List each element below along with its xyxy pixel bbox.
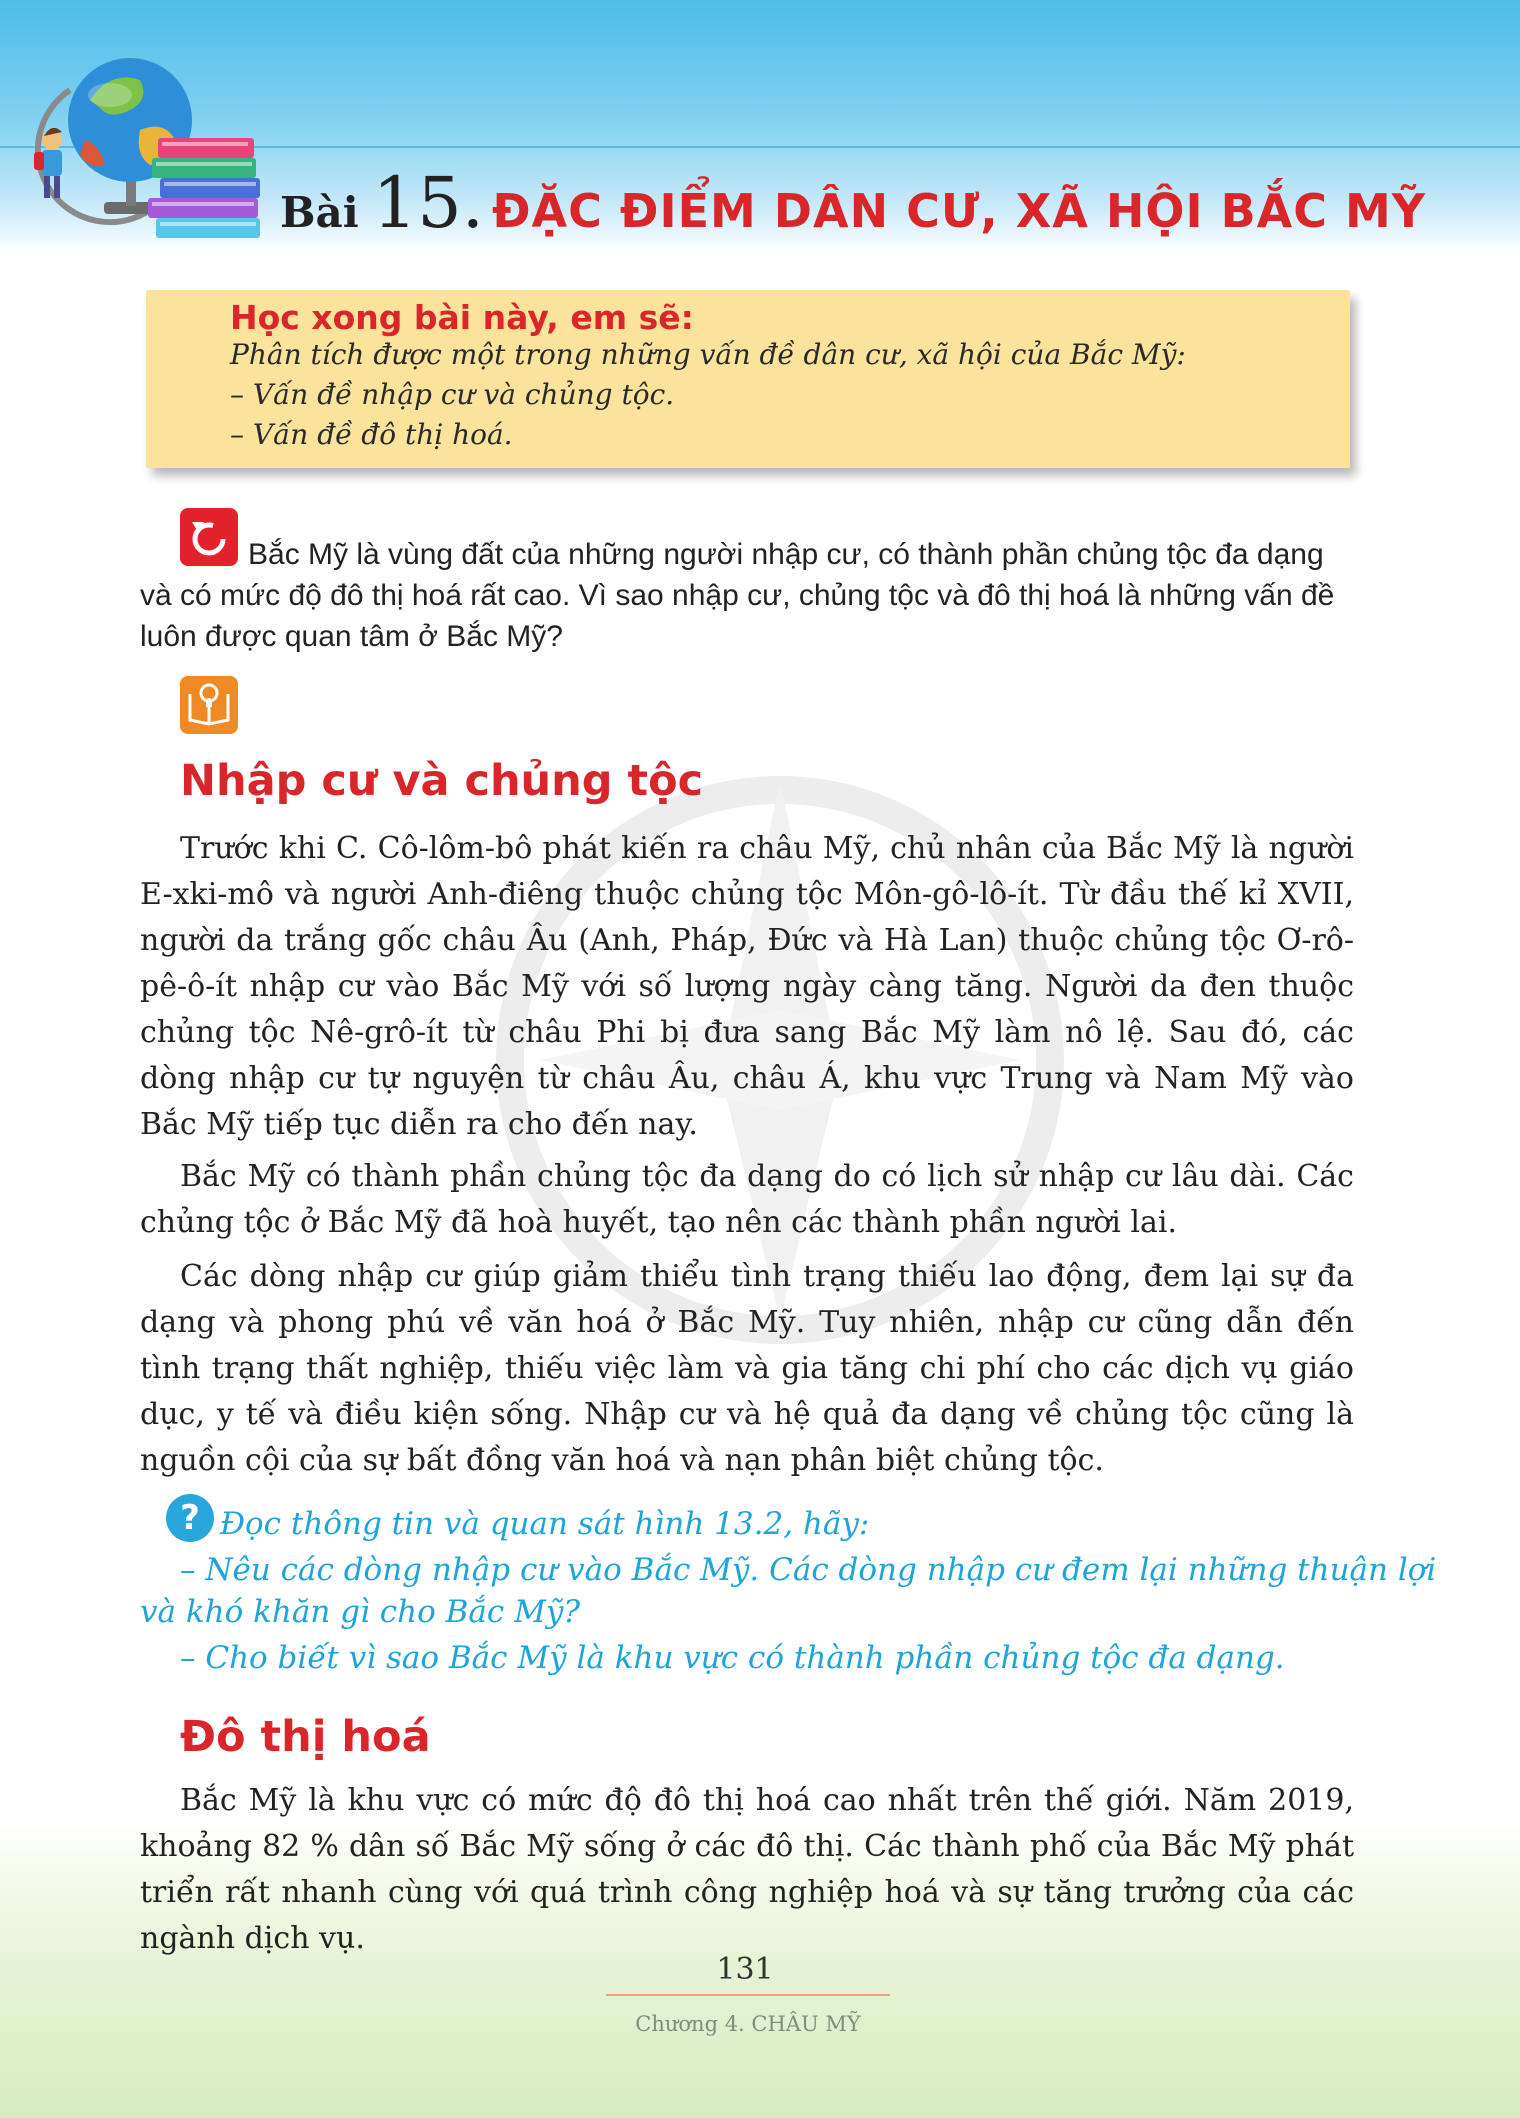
question-line: và khó khăn gì cho Bắc Mỹ? [140,1594,580,1630]
objective-line: – Vấn đề đô thị hoá. [230,418,513,451]
page-number: 131 [716,1952,774,1987]
globe-books-illustration [30,40,280,250]
section-title-immigration: Nhập cư và chủng tộc [180,756,704,806]
paragraph: Trước khi C. Cô-lôm-bô phát kiến ra châu Mỹ, chủ nhân của Bắc Mỹ là người E-xki-mô và người Anh-điêng thuộc chủng tộc Môn-gô-lô-ít. Từ đầu thế kỉ XVII, người da trắng gốc châu Âu (Anh, Pháp, Đức và Hà Lan) thuộc chủng tộc Ơ-rô-pê-ô-ít nhập cư vào Bắc Mỹ với số lượng ngày càng tăng. Người da đen thuộc chủng tộc Nê-grô-ít từ châu Phi bị đưa sang Bắc Mỹ làm nô lệ. Sau đó, các dòng nhập cư tự nguyện từ châu Âu, châu Á, khu vực Trung và Nam Mỹ vào Bắc Mỹ tiếp tục diễn ra cho đến nay. [140,831,1354,1142]
paragraph: Bắc Mỹ là khu vực có mức độ đô thị hoá cao nhất trên thế giới. Năm 2019, khoảng 82 % dân số Bắc Mỹ sống ở các đô thị. Các thành phố của Bắc Mỹ phát triển rất nhanh cùng với quá trình công nghiệp hoá và sự tăng trưởng của các ngành dịch vụ. [140,1783,1354,1956]
question-line: Đọc thông tin và quan sát hình 13.2, hãy: [220,1506,870,1542]
footer-divider [606,1994,890,1996]
section-title-urbanization: Đô thị hoá [180,1712,431,1762]
lesson-heading: ĐẶC ĐIỂM DÂN CƯ, XÃ HỘI BẮC MỸ [492,184,1427,238]
lightbulb-book-icon [180,676,238,734]
objective-line: – Vấn đề nhập cư và chủng tộc. [230,378,675,411]
lesson-label: Bài [280,188,359,237]
objective-line: Phân tích được một trong những vấn đề dân cư, xã hội của Bắc Mỹ: [230,338,1186,371]
lesson-number: 15. [372,162,484,244]
lesson-title [280,162,1427,244]
paragraph: Bắc Mỹ có thành phần chủng tộc đa dạng do có lịch sử nhập cư lâu dài. Các chủng tộc ở Bắc Mỹ đã hoà huyết, tạo nên các thành phần người lai. [140,1159,1354,1240]
intro-paragraph [140,534,1356,657]
chapter-label: Chương 4. CHÂU MỸ [635,2012,861,2036]
objectives-heading: Học xong bài này, em sẽ: [230,298,694,337]
learning-objectives-box [146,290,1350,468]
question-line: – Cho biết vì sao Bắc Mỹ là khu vực có thành phần chủng tộc đa dạng. [180,1640,1285,1676]
header-band [0,0,1520,254]
question-line: – Nêu các dòng nhập cư vào Bắc Mỹ. Các dòng nhập cư đem lại những thuận lợi [180,1552,1437,1588]
paragraph: Các dòng nhập cư giúp giảm thiểu tình trạng thiếu lao động, đem lại sự đa dạng và phong phú về văn hoá ở Bắc Mỹ. Tuy nhiên, nhập cư cũng dẫn đến tình trạng thất nghiệp, thiếu việc làm và gia tăng chi phí cho các dịch vụ giáo dục, y tế và điều kiện sống. Nhập cư và hệ quả đa dạng về chủng tộc cũng là nguồn cội của sự bất đồng văn hoá và nạn phân biệt chủng tộc. [140,1259,1354,1478]
question-icon: ? [166,1494,214,1542]
intro-text: Bắc Mỹ là vùng đất của những người nhập cư, có thành phần chủng tộc đa dạng và có mức độ đô thị hoá rất cao. Vì sao nhập cư, chủng tộc và đô thị hoá là những vấn đề luôn được quan tâm ở Bắc Mỹ? [140,538,1335,653]
